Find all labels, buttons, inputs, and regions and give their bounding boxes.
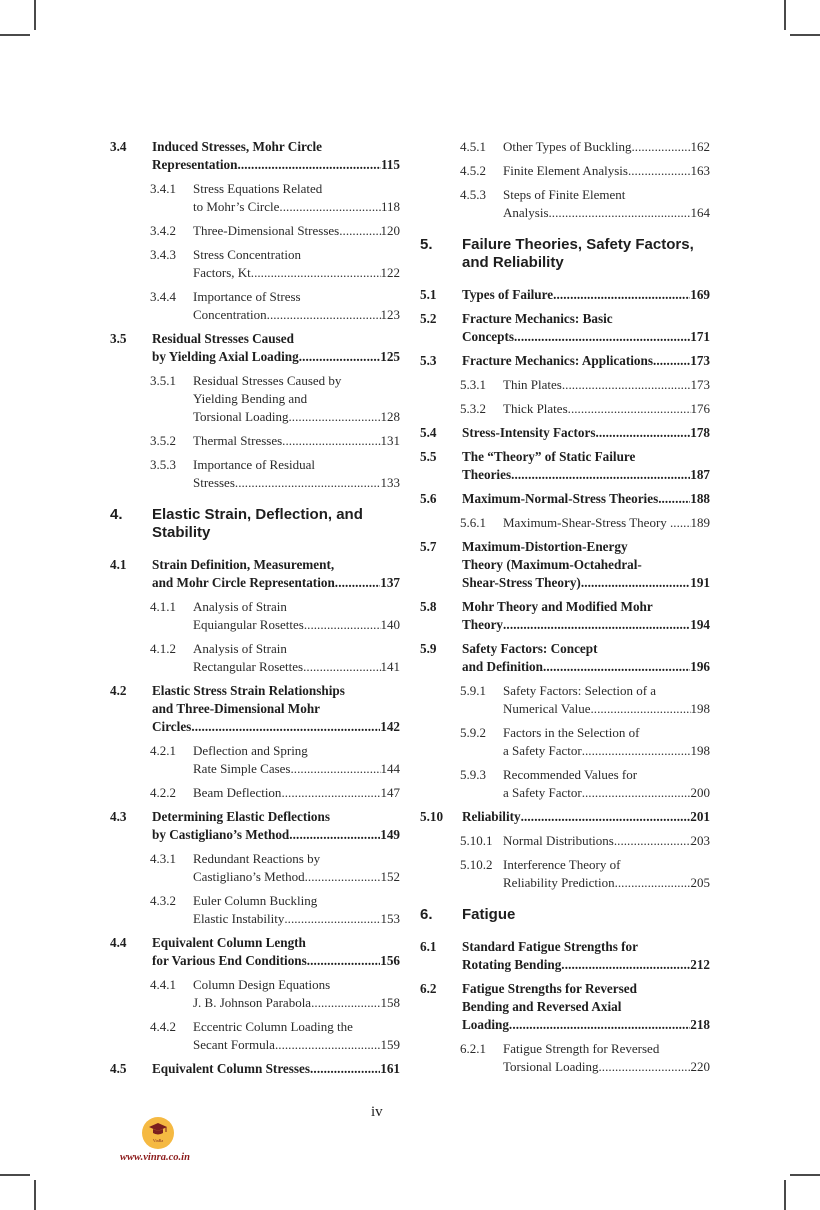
toc-entry-title: The “Theory” of Static Failure [462,449,636,464]
toc-section-entry[interactable] [110,934,400,970]
toc-entry-title: Analysis of Strain [193,599,287,614]
toc-entry-title: Strain Definition, Measurement, [152,557,335,572]
dot-leader [291,760,381,778]
dot-leader [503,616,690,634]
toc-sub-entry[interactable] [150,432,400,450]
toc-column-left [110,138,400,1084]
toc-entry-number: 3.5 [110,331,127,346]
toc-entry-title: a Safety Factor [503,743,582,758]
toc-sub-entry[interactable] [150,784,400,802]
toc-entry-title: Maximum-Normal-Stress Theories. [462,491,662,506]
toc-entry-title: Factors in the Selection of [503,725,640,740]
toc-entry-title: Fracture Mechanics: Applications [462,353,653,368]
dot-leader [582,742,691,760]
toc-entry-page: 162 [690,139,710,154]
toc-entry-number: 4.3.2 [150,893,176,908]
toc-sub-entry[interactable] [150,976,400,1012]
toc-entry-page: 120 [380,223,400,238]
toc-entry-number: 6.2.1 [460,1041,486,1056]
toc-entry-number: 3.4.3 [150,247,176,262]
toc-entry-number: 4.2.2 [150,785,176,800]
toc-entry-page: 161 [380,1061,400,1076]
toc-entry-title: Numerical Value [503,701,591,716]
toc-entry-title: Residual Stresses Caused by [193,373,342,388]
toc-entry-title: Rate Simple Cases [193,761,291,776]
dot-leader [562,376,691,394]
toc-entry-page: 125 [380,349,400,364]
toc-entry-number: 5.3.2 [460,401,486,416]
toc-sub-entry[interactable] [460,186,710,222]
toc-entry-number: 5.9.2 [460,725,486,740]
page-number: iv [371,1104,383,1120]
toc-sub-entry[interactable] [460,856,710,892]
toc-sub-entry[interactable] [460,682,710,718]
logo-caption: VinRa [152,1138,164,1143]
dot-leader [549,204,691,222]
dot-leader [289,408,381,426]
toc-entry-page: 122 [380,265,400,280]
dot-leader [275,1036,381,1054]
toc-entry-number: 3.5.1 [150,373,176,388]
toc-entry-title: Maximum-Distortion-Energy [462,539,628,554]
toc-entry-number: 5.9 [420,641,437,656]
toc-entry-number: 4.5.1 [460,139,486,154]
toc-entry-number: 3.4 [110,139,127,154]
toc-entry-title: Types of Failure [462,287,554,302]
dot-leader [568,400,691,418]
toc-entry-page: 123 [380,307,400,322]
crop-mark-bottom-right-h [790,1174,820,1176]
toc-entry-title: Redundant Reactions by [193,851,321,866]
toc-entry-number: 5.3 [420,353,437,368]
dot-leader [662,490,691,508]
toc-entry-title: Stress-Intensity Factors [462,425,596,440]
toc-entry-title: Concepts [462,329,515,344]
toc-section-entry[interactable] [420,538,710,592]
toc-entry-title: Shear-Stress Theory) [462,575,581,590]
toc-sub-entry[interactable] [460,376,710,394]
dot-leader [335,574,380,592]
dot-leader [251,264,381,282]
toc-entry-title: Torsional Loading [503,1059,599,1074]
toc-sub-entry[interactable] [460,138,710,156]
toc-entry-title: Fatigue [462,906,516,923]
crop-mark-bottom-left-h [0,1174,30,1176]
toc-entry-title: Equiangular Rosettes [193,617,304,632]
toc-entry-page: 159 [380,1037,400,1052]
dot-leader [582,784,691,802]
toc-entry-page: 140 [380,617,400,632]
dot-leader [509,1016,690,1034]
toc-entry-title: Equivalent Column Length [152,935,306,950]
toc-entry-title: Thin Plates [503,377,562,392]
toc-entry-number: 5.9.1 [460,683,486,698]
dot-leader [284,910,380,928]
toc-entry-number: 4.5 [110,1061,127,1076]
toc-sub-entry[interactable] [150,246,400,282]
toc-entry-page: 188 [690,491,710,506]
toc-entry-page: 198 [690,701,710,716]
toc-entry-title: Analysis of Strain [193,641,287,656]
dot-leader [615,874,691,892]
toc-entry-title: and Reliability [462,254,564,271]
graduation-cap-icon [148,1122,168,1136]
toc-entry-page: 131 [380,433,400,448]
dot-leader [631,138,690,156]
toc-entry-title: Loading [462,1017,509,1032]
toc-entry-page: 205 [690,875,710,890]
toc-entry-page: 152 [380,869,400,884]
toc-sub-entry[interactable] [460,514,710,532]
dot-leader [543,658,690,676]
toc-entry-page: 137 [380,575,400,590]
toc-entry-title: to Mohr’s Circle [193,199,280,214]
toc-entry-title: a Safety Factor [503,785,582,800]
toc-entry-title: Fatigue Strength for Reversed [503,1041,660,1056]
toc-entry-title: Elastic Instability [193,911,285,926]
crop-mark-top-left-h [0,34,30,36]
toc-entry-title: and Three-Dimensional Mohr [152,701,321,716]
toc-entry-page: 173 [690,353,710,368]
toc-chapter-entry[interactable] [420,906,710,924]
toc-entry-title: Maximum-Shear-Stress Theory . [503,515,674,530]
toc-entry-page: 218 [690,1017,710,1032]
toc-entry-page: 141 [380,659,400,674]
dot-leader [303,658,380,676]
dot-leader [235,474,381,492]
dot-leader [282,432,380,450]
toc-entry-page: 144 [380,761,400,776]
toc-entry-page: 189 [690,515,710,530]
toc-entry-title: Secant Formula [193,1037,275,1052]
toc-entry-page: 198 [690,743,710,758]
publisher-logo [142,1117,174,1149]
dot-leader [673,514,690,532]
toc-sub-entry[interactable] [150,640,400,676]
toc-entry-title: Three-Dimensional Stresses [193,223,340,238]
toc-sub-entry[interactable] [150,742,400,778]
toc-sub-entry[interactable] [150,456,400,492]
toc-entry-number: 3.5.2 [150,433,176,448]
toc-sub-entry[interactable] [150,850,400,886]
dot-leader [561,956,690,974]
crop-mark-top-right-v [784,0,786,30]
toc-entry-title: Yielding Bending and [193,391,308,406]
toc-entry-title: Stress Concentration [193,247,301,262]
toc-entry-page: 158 [380,995,400,1010]
toc-entry-page: 163 [690,163,710,178]
toc-section-entry[interactable] [420,598,710,634]
toc-entry-number: 5.10 [420,809,444,824]
toc-entry-number: 5.7 [420,539,437,554]
toc-entry-title: Mohr Theory and Modified Mohr [462,599,653,614]
toc-section-entry[interactable] [420,808,710,826]
toc-entry-number: 4.1.1 [150,599,176,614]
toc-entry-number: 4.5.3 [460,187,486,202]
toc-entry-title: Equivalent Column Stresses [152,1061,311,1076]
dot-leader [307,952,380,970]
toc-entry-title: Induced Stresses, Mohr Circle [152,139,322,154]
toc-entry-number: 4.1.2 [150,641,176,656]
toc-entry-title: by Castigliano’s Method [152,827,290,842]
toc-entry-page: 212 [690,957,710,972]
toc-entry-title: for Various End Conditions [152,953,307,968]
toc-section-entry[interactable] [420,640,710,676]
toc-entry-number: 5.10.1 [460,833,493,848]
dot-leader [511,466,690,484]
toc-entry-number: 4.4 [110,935,127,950]
toc-entry-number: 5.6 [420,491,437,506]
toc-entry-title: Torsional Loading [193,409,289,424]
toc-entry-title: Stress Equations Related [193,181,323,196]
toc-entry-title: Theory (Maximum-Octahedral- [462,557,642,572]
toc-entry-number: 5. [420,236,433,253]
toc-entry-page: 203 [690,833,710,848]
toc-sub-entry[interactable] [460,832,710,850]
dot-leader [267,306,381,324]
dot-leader [304,616,381,634]
dot-leader [581,574,690,592]
toc-entry-page: 149 [380,827,400,842]
toc-section-entry[interactable] [110,138,400,174]
toc-entry-number: 5.8 [420,599,437,614]
toc-entry-number: 5.1 [420,287,437,302]
toc-entry-title: Elastic Strain, Deflection, and [152,506,363,523]
toc-entry-page: 220 [690,1059,710,1074]
toc-sub-entry[interactable] [150,892,400,928]
toc-entry-title: Representation [152,157,238,172]
dot-leader [339,222,380,240]
toc-chapter-entry[interactable] [110,506,400,542]
dot-leader [281,784,380,802]
toc-section-entry[interactable] [420,490,710,508]
toc-entry-number: 5.4 [420,425,437,440]
toc-entry-title: Determining Elastic Deflections [152,809,330,824]
toc-entry-title: Safety Factors: Selection of a [503,683,657,698]
toc-section-entry[interactable] [110,1060,400,1078]
dot-leader [595,424,690,442]
toc-entry-page: 191 [690,575,710,590]
toc-section-entry[interactable] [420,286,710,304]
toc-section-entry[interactable] [420,448,710,484]
toc-entry-number: 4.1 [110,557,127,572]
dot-leader [279,198,381,216]
dot-leader [305,868,381,886]
toc-section-entry[interactable] [420,310,710,346]
toc-entry-title: Steps of Finite Element [503,187,626,202]
dot-leader [521,808,691,826]
toc-column-right [420,138,710,1082]
dot-leader [653,352,690,370]
dot-leader [514,328,690,346]
toc-entry-title: Elastic Stress Strain Relationships [152,683,345,698]
toc-entry-title: Normal Distributions [503,833,614,848]
toc-section-entry[interactable] [420,980,710,1034]
toc-entry-number: 5.10.2 [460,857,493,872]
toc-entry-title: Failure Theories, Safety Factors, [462,236,694,253]
toc-entry-title: Rectangular Rosettes [193,659,304,674]
toc-entry-title: Deflection and Spring [193,743,308,758]
crop-mark-top-left-v [34,0,36,30]
crop-mark-top-right-h [790,34,820,36]
dot-leader [614,832,691,850]
toc-entry-title: Thick Plates [503,401,568,416]
toc-entry-title: Fracture Mechanics: Basic [462,311,613,326]
toc-entry-page: 133 [380,475,400,490]
toc-entry-title: Other Types of Buckling [503,139,632,154]
toc-entry-page: 147 [380,785,400,800]
toc-entry-title: Safety Factors: Concept [462,641,598,656]
toc-entry-number: 4.2.1 [150,743,176,758]
toc-entry-title: Beam Deflection [193,785,282,800]
toc-entry-number: 4.3.1 [150,851,176,866]
toc-entry-title: Concentration [193,307,267,322]
toc-entry-number: 4.4.1 [150,977,176,992]
toc-entry-page: 187 [690,467,710,482]
toc-entry-page: 171 [690,329,710,344]
toc-entry-page: 178 [690,425,710,440]
dot-leader [289,826,380,844]
toc-section-entry[interactable] [110,682,400,736]
toc-entry-title: Importance of Residual [193,457,316,472]
toc-chapter-entry[interactable] [420,236,710,272]
dot-leader [311,994,380,1012]
toc-entry-number: 4.3 [110,809,127,824]
toc-entry-page: 200 [690,785,710,800]
toc-entry-number: 4. [110,506,123,523]
toc-entry-page: 128 [380,409,400,424]
toc-section-entry[interactable] [420,938,710,974]
toc-entry-page: 173 [690,377,710,392]
toc-entry-title: Column Design Equations [193,977,331,992]
toc-entry-page: 156 [380,953,400,968]
toc-sub-entry[interactable] [150,372,400,426]
toc-sub-entry[interactable] [150,222,400,240]
toc-entry-page: 194 [690,617,710,632]
toc-entry-number: 5.2 [420,311,437,326]
toc-entry-number: 4.4.2 [150,1019,176,1034]
toc-entry-title: Circles [152,719,192,734]
crop-mark-bottom-right-v [784,1180,786,1210]
toc-sub-entry[interactable] [460,724,710,760]
toc-entry-title: Theories [462,467,512,482]
toc-entry-number: 6.1 [420,939,437,954]
toc-entry-page: 196 [690,659,710,674]
toc-sub-entry[interactable] [150,180,400,216]
toc-entry-title: Reliability [462,809,521,824]
toc-entry-number: 3.4.4 [150,289,176,304]
toc-entry-page: 153 [380,911,400,926]
toc-entry-page: 201 [690,809,710,824]
toc-entry-title: Stresses [193,475,235,490]
toc-entry-number: 5.5 [420,449,437,464]
toc-entry-title: Interference Theory of [503,857,621,872]
dot-leader [590,700,690,718]
toc-entry-title: and Mohr Circle Representation [152,575,335,590]
toc-entry-title: Standard Fatigue Strengths for [462,939,638,954]
toc-entry-number: 5.3.1 [460,377,486,392]
toc-entry-title: Thermal Stresses [193,433,283,448]
toc-entry-number: 4.2 [110,683,127,698]
toc-entry-title: by Yielding Axial Loading [152,349,299,364]
toc-entry-number: 5.9.3 [460,767,486,782]
toc-sub-entry[interactable] [150,1018,400,1054]
toc-entry-number: 3.4.1 [150,181,176,196]
toc-entry-number: 3.4.2 [150,223,176,238]
toc-entry-title: Residual Stresses Caused [152,331,294,346]
crop-mark-bottom-left-v [34,1180,36,1210]
toc-section-entry[interactable] [420,424,710,442]
toc-entry-title: Importance of Stress [193,289,301,304]
toc-entry-title: Stability [152,524,211,541]
dot-leader [628,162,691,180]
toc-entry-title: Finite Element Analysis [503,163,628,178]
toc-sub-entry[interactable] [150,288,400,324]
toc-sub-entry[interactable] [460,400,710,418]
toc-entry-number: 3.5.3 [150,457,176,472]
toc-section-entry[interactable] [420,352,710,370]
toc-sub-entry[interactable] [460,1040,710,1076]
toc-entry-title: Bending and Reversed Axial [462,999,622,1014]
toc-entry-title: Fatigue Strengths for Reversed [462,981,637,996]
toc-entry-title: Theory [462,617,504,632]
toc-sub-entry[interactable] [460,162,710,180]
toc-entry-title: Eccentric Column Loading the [193,1019,353,1034]
toc-entry-page: 169 [690,287,710,302]
toc-section-entry[interactable] [110,330,400,366]
toc-entry-number: 4.5.2 [460,163,486,178]
toc-entry-number: 5.6.1 [460,515,486,530]
toc-entry-title: Euler Column Buckling [193,893,318,908]
dot-leader [310,1060,380,1078]
publisher-website: www.vinra.co.in [120,1152,190,1163]
toc-entry-title: Castigliano’s Method [193,869,305,884]
toc-entry-title: J. B. Johnson Parabola [193,995,312,1010]
dot-leader [191,718,380,736]
toc-entry-title: Recommended Values for [503,767,638,782]
toc-section-entry[interactable] [110,556,400,592]
toc-entry-title: Factors, Kt [193,265,251,280]
toc-entry-page: 176 [690,401,710,416]
toc-entry-page: 115 [380,157,400,172]
dot-leader [599,1058,691,1076]
toc-entry-number: 6. [420,906,433,923]
toc-entry-number: 6.2 [420,981,437,996]
toc-section-entry[interactable] [110,808,400,844]
toc-entry-title: Analysis [503,205,549,220]
toc-entry-title: Rotating Bending [462,957,562,972]
dot-leader [553,286,690,304]
dot-leader [237,156,380,174]
toc-entry-page: 118 [380,199,400,214]
toc-sub-entry[interactable] [460,766,710,802]
dot-leader [299,348,381,366]
toc-sub-entry[interactable] [150,598,400,634]
toc-entry-page: 142 [380,719,400,734]
toc-entry-title: Reliability Prediction [503,875,615,890]
toc-entry-page: 164 [690,205,710,220]
toc-entry-title: and Definition [462,659,543,674]
